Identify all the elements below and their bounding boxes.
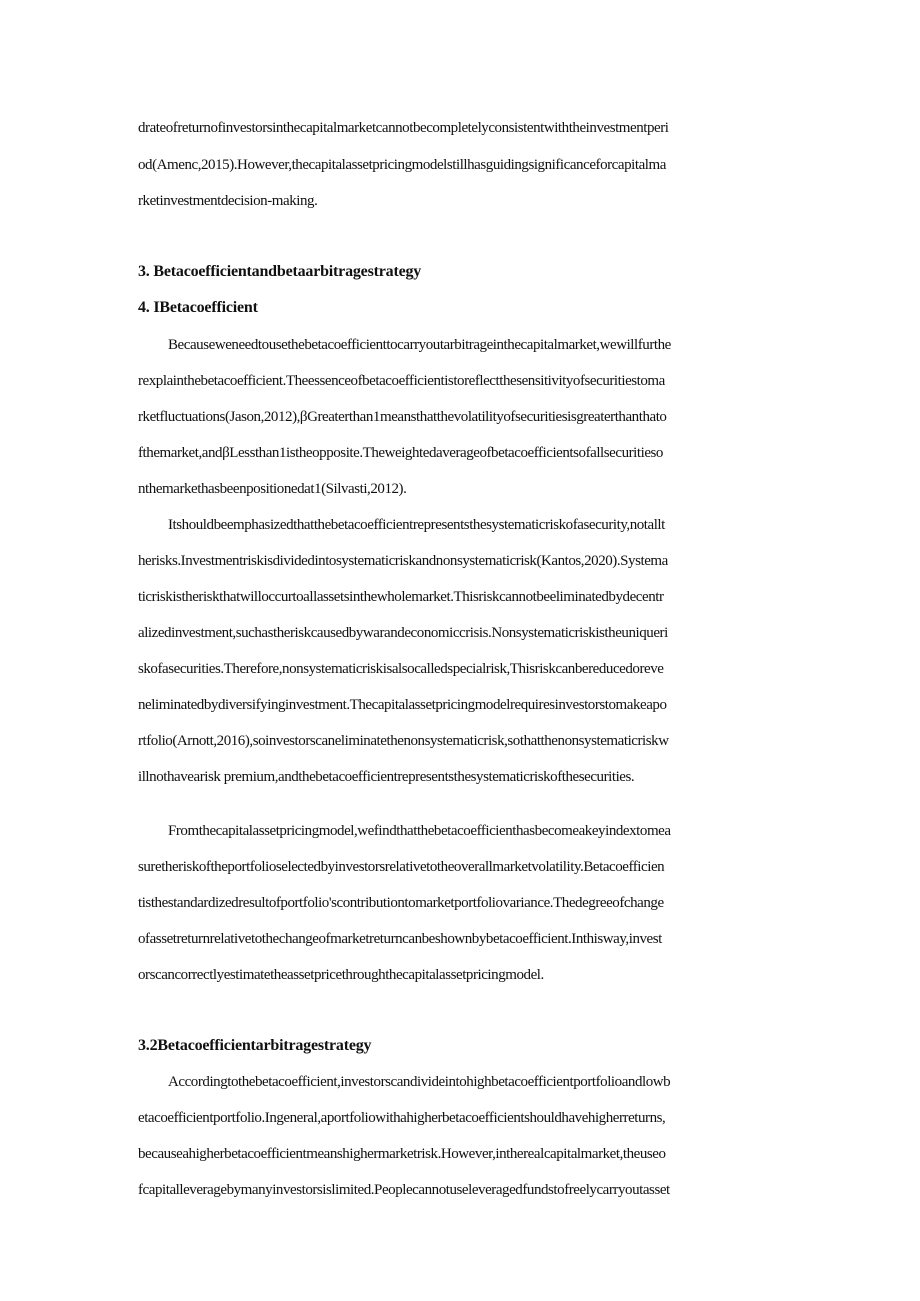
text-line: od(Amenc,2015).However,thecapitalassetpricingmodelstillhasguidingsignificanceforcapitalma — [138, 157, 666, 173]
section-heading-4: 4. IBetacoefficient — [138, 299, 258, 316]
text-line: Accordingtothebetacoefficient,investorscandivideintohighbetacoefficientportfolioandlowb — [168, 1074, 671, 1090]
text-line: herisks.Investmentriskisdividedintosystematicriskandnonsystematicrisk(Kantos,2020).Systema — [138, 553, 668, 569]
text-line: orscancorrectlyestimatetheassetpricethroughthecapitalassetpricingmodel. — [138, 967, 544, 983]
text-line: tisthestandardizedresultofportfolio'scontributiontomarketportfoliovariance.Thedegreeofchange — [138, 895, 664, 911]
section-heading-3: 3. Betacoefficientandbetaarbitragestrategy — [138, 263, 422, 280]
text-line: rketfluctuations(Jason,2012),βGreaterthan1meansthatthevolatilityofsecuritiesisgreaterthanthato — [138, 409, 667, 425]
text-line: fcapitalleveragebymanyinvestorsislimited.Peoplecannotuseleveragedfundstofreelycarryoutasset — [138, 1182, 670, 1198]
text-line: fthemarket,andβLessthan1istheopposite.Theweightedaverageofbetacoefficientsofallsecuritieso — [138, 445, 663, 461]
text-line: ticriskistheriskthatwilloccurtoallassetsinthewholemarket.Thisriskcannotbeeliminatedbydecentr — [138, 589, 664, 605]
text-line: Fromthecapitalassetpricingmodel,wefindthatthebetacoefficienthasbecomeakeyindextomea — [168, 823, 671, 839]
text-line: drateofreturnofinvestorsinthecapitalmarketcannotbecompletelyconsistentwiththeinvestmentperi — [138, 120, 669, 136]
section-heading-3-2: 3.2Betacoefficientarbitragestrategy — [138, 1037, 372, 1054]
text-line: illnothavearisk premium,andthebetacoefficientrepresentsthesystematicriskofthesecurities. — [138, 769, 635, 785]
text-line: rtfolio(Arnott,2016),soinvestorscaneliminatethenonsystematicrisk,sothatthenonsystematicriskw — [138, 733, 669, 749]
text-line: suretheriskoftheportfolioselectedbyinvestorsrelativetotheoverallmarketvolatility.Betacoefficien — [138, 859, 665, 875]
text-line: becauseahigherbetacoefficientmeanshighermarketrisk.However,intherealcapitalmarket,theuseo — [138, 1146, 666, 1162]
text-line: rketinvestmentdecision-making. — [138, 193, 318, 209]
text-line: Itshouldbeemphasizedthatthebetacoefficientrepresentsthesystematicriskofasecurity,notallt — [168, 517, 665, 533]
text-line: nthemarkethasbeenpositionedat1(Silvasti,2012). — [138, 481, 407, 497]
text-line: rexplainthebetacoefficient.Theessenceofbetacoefficientistoreflectthesensitivityofsecuritiestoma — [138, 373, 665, 389]
text-line: alizedinvestment,suchastheriskcausedbywarandeconomiccrisis.Nonsystematicriskistheuniqueri — [138, 625, 668, 641]
text-line: Becauseweneedtousethebetacoefficienttocarryoutarbitrageinthecapitalmarket,wewillfurthe — [168, 337, 671, 353]
text-line: ofassetreturnrelativetothechangeofmarketreturncanbeshownbybetacoefficient.Inthisway,invest — [138, 931, 662, 947]
text-line: neliminatedbydiversifyinginvestment.Thecapitalassetpricingmodelrequiresinvestorstomakeapo — [138, 697, 667, 713]
text-line: skofasecurities.Therefore,nonsystematicriskisalsocalledspecialrisk,Thisriskcanbereducedoreve — [138, 661, 664, 677]
text-line: etacoefficientportfolio.Ingeneral,aportfoliowithahigherbetacoefficientshouldhavehigherreturns, — [138, 1110, 666, 1126]
